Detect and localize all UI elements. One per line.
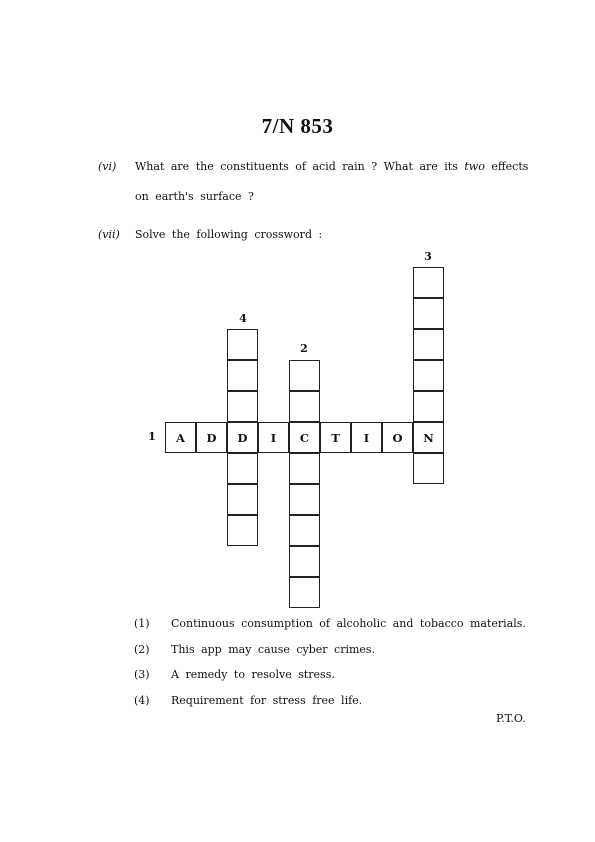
crossword-cell-down-3[interactable]: [413, 267, 444, 298]
crossword-cell-across-5[interactable]: C: [289, 422, 320, 453]
crossword-cell-across-7[interactable]: I: [351, 422, 382, 453]
crossword-cell-across-9[interactable]: N: [413, 422, 444, 453]
emphasis-two: two: [464, 160, 485, 173]
clue-text-4: Requirement for stress free life.: [171, 694, 363, 707]
crossword-cell-down-4[interactable]: [227, 515, 258, 546]
crossword-cell-down-2[interactable]: [289, 453, 320, 484]
crossword-cell-down-4[interactable]: [227, 360, 258, 391]
clue-number-2: (2): [134, 643, 150, 656]
crossword-cell-down-2[interactable]: [289, 515, 320, 546]
crossword-cell-down-2[interactable]: [289, 391, 320, 422]
question-number-vi: (vi): [98, 160, 117, 173]
question-vii-text: Solve the following crossword :: [135, 228, 323, 241]
crossword-cell-down-3[interactable]: [413, 329, 444, 360]
crossword-cell-down-3[interactable]: [413, 360, 444, 391]
crossword-cell-down-4[interactable]: [227, 484, 258, 515]
down-number-2: 2: [300, 342, 308, 355]
crossword-cell-down-3[interactable]: [413, 453, 444, 484]
clue-text-3: A remedy to resolve stress.: [171, 668, 335, 681]
clue-text-1: Continuous consumption of alcoholic and tobacco materials.: [171, 617, 526, 630]
crossword-cell-down-3[interactable]: [413, 391, 444, 422]
question-vi-line2: on earth's surface ?: [135, 190, 254, 203]
across-number-1: 1: [148, 430, 156, 443]
crossword-cell-across-3[interactable]: D: [227, 422, 258, 453]
crossword-cell-down-3[interactable]: [413, 298, 444, 329]
crossword-cell-across-6[interactable]: T: [320, 422, 351, 453]
crossword-cell-across-4[interactable]: I: [258, 422, 289, 453]
clue-text-2: This app may cause cyber crimes.: [171, 643, 376, 656]
crossword-cell-across-1[interactable]: A: [165, 422, 196, 453]
question-vi-line1: What are the constituents of acid rain ? What are its two effects: [135, 160, 529, 173]
crossword-cell-down-4[interactable]: [227, 329, 258, 360]
clue-number-3: (3): [134, 668, 150, 681]
down-number-3: 3: [424, 250, 432, 263]
crossword-cell-across-8[interactable]: O: [382, 422, 413, 453]
crossword-cell-down-2[interactable]: [289, 577, 320, 608]
crossword-cell-down-2[interactable]: [289, 360, 320, 391]
crossword-cell-down-2[interactable]: [289, 546, 320, 577]
pto-footer: P.T.O.: [496, 712, 526, 725]
crossword-cell-down-4[interactable]: [227, 453, 258, 484]
clue-number-1: (1): [134, 617, 150, 630]
crossword-cell-across-2[interactable]: D: [196, 422, 227, 453]
down-number-4: 4: [239, 312, 247, 325]
crossword-cell-down-4[interactable]: [227, 391, 258, 422]
clue-number-4: (4): [134, 694, 150, 707]
paper-code: 7/N 853: [261, 114, 334, 138]
crossword-cell-down-2[interactable]: [289, 484, 320, 515]
question-number-vii: (vii): [98, 228, 120, 241]
